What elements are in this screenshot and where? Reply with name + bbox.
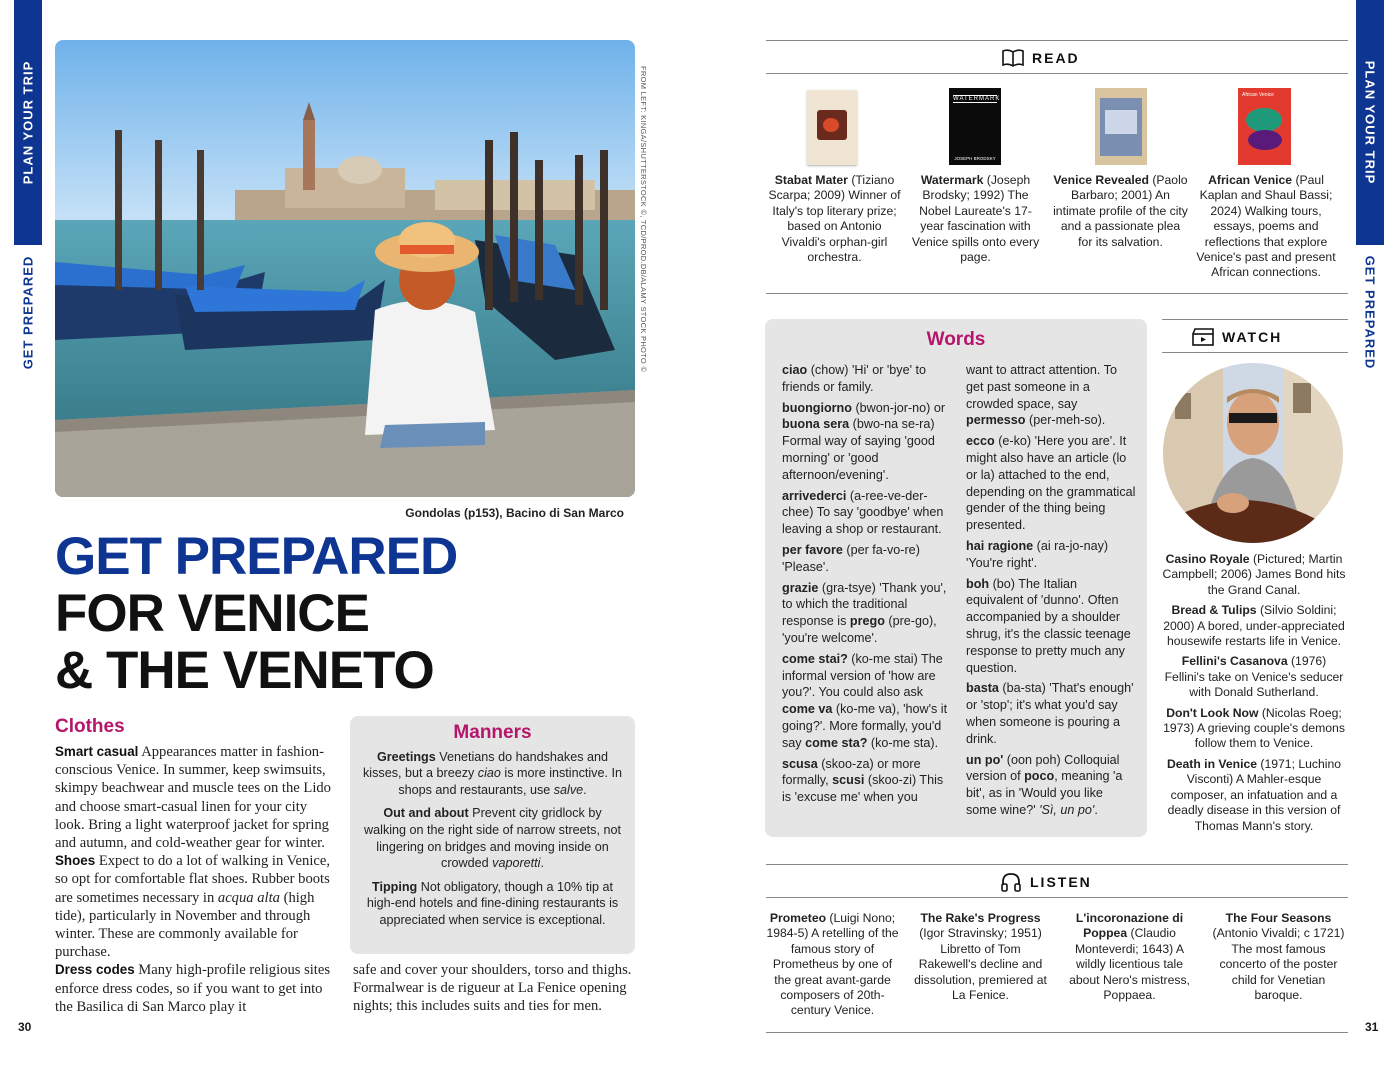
clapperboard-icon	[1192, 328, 1214, 346]
word-ecco: ecco (e-ko) 'Here you are'. It might also have an article (lo or la) attached to the end, depending on the grammatical gender of the thing being presented.	[966, 434, 1136, 533]
word-scusa: scusa (skoo-za) or more formally, scusi (skoo-zi) This is 'excuse me' when you	[782, 756, 944, 805]
side-tab-get-prepared-left	[14, 250, 42, 375]
watch-top-rule	[1162, 319, 1348, 320]
casino-royale-portrait	[1163, 363, 1343, 543]
listen-heading-rule	[766, 897, 1348, 898]
film-fellinis-casanova: Fellini's Casanova (1976) Fellini's take on Venice's seducer with Donald Sutherland.	[1164, 654, 1344, 700]
side-tab-plan-your-trip-right	[1356, 0, 1384, 245]
read-bottom-rule	[766, 293, 1348, 294]
film-death-in-venice: Death in Venice (1971; Luchino Visconti) A Mahler-esque composer, an infatuation and a deadly disease in this version of Thomas Mann's story.	[1166, 756, 1342, 833]
photo-caption: Gondolas (p153), Bacino di San Marco	[405, 506, 624, 520]
shoes-term: Shoes	[55, 853, 96, 869]
words-heading: Words	[926, 329, 986, 350]
headphones-icon	[1000, 872, 1022, 892]
film-dont-look-now: Don't Look Now (Nicolas Roeg; 1973) A grieving couple's demons follow them to Venice.	[1163, 705, 1345, 751]
read-heading-rule	[766, 73, 1348, 74]
word-ciao: ciao (chow) 'Hi' or 'bye' to friends or family.	[782, 363, 927, 394]
film-casino-royale: Casino Royale (Pictured; Martin Campbell; 2006) James Bond hits the Grand Canal.	[1162, 552, 1346, 597]
hero-photo-gondolas	[55, 40, 635, 497]
music-rakes-progress: The Rake's Progress (Igor Stravinsky; 1951) Libretto of Tom Rakewell's decline and dissolution, premiered at La Fenice.	[914, 911, 1047, 1003]
word-un-po: un po' (oon poh) Colloquial version of poco, meaning 'a bit', as in 'Would you like some wine?' 'Sì, un po'.	[966, 752, 1123, 817]
words-column-2	[966, 362, 1136, 823]
clothes-heading: Clothes	[55, 716, 125, 737]
music-four-seasons: The Four Seasons (Antonio Vivaldi; c 1721) The most famous concerto of the poster child for Venetian baroque.	[1212, 911, 1345, 1003]
book-venice-revealed: Venice Revealed (Paolo Barbaro; 2001) An intimate profile of the city and a passionate plea for its salvation.	[1053, 173, 1188, 249]
read-heading: READ	[996, 47, 1086, 69]
manners-box	[350, 716, 635, 954]
manners-tipping: Tipping Not obligatory, though a 10% tip at high-end hotels and fine-dining restaurants is appreciated when service is exceptional.	[366, 879, 619, 927]
book-icon	[1002, 49, 1024, 67]
watch-list	[1160, 552, 1348, 839]
clothes-text: Smart casual Appearances matter in fashion-conscious Venice. In summer, keep swimsuits, skimpy beachwear and muscle tees on the Lido and choose smart-casual linen for your city look. Bring a light waterproof jacket for spring and autumn, and cold-weather gear for winter. Shoes Expect to do a lot of walking in Venice, so opt for comfortable flat shoes. Rubber boots are sometimes necessary in acqua alta (high tide), particularly in November and through winter. These are commonly available for purchase. Dress codes Many high-profile religious sites enforce dress codes, so if you want to get into the Basilica di San Marco play it	[55, 744, 331, 1015]
smart-casual-term: Smart casual	[55, 744, 139, 759]
film-bread-and-tulips: Bread & Tulips (Silvio Soldini; 2000) A bored, under-appreciated housewife restarts life in Venice.	[1163, 603, 1345, 649]
listen-bottom-rule	[766, 1032, 1348, 1033]
manners-greetings: Greetings Venetians do handshakes and kisses, but a breezy ciao is more instinctive. In shops and restaurants, use salve.	[363, 749, 622, 797]
words-box	[765, 319, 1147, 837]
side-tab-label: PLAN YOUR TRIP	[1362, 60, 1378, 185]
book-stabat-mater: Stabat Mater (Tiziano Scarpa; 2009) Winner of Italy's top literary prize; based on Antonio Vivaldi's orphan-girl orchestra.	[768, 173, 901, 265]
watch-heading-rule	[1162, 352, 1348, 353]
page-number-right: 31	[1365, 1020, 1379, 1034]
side-tab-label: PLAN YOUR TRIP	[20, 60, 36, 185]
book-cover-venice-revealed	[1095, 88, 1147, 165]
word-basta: basta (ba-sta) 'That's enough' or 'stop'; it's what you'd say when someone is pouring a drink.	[966, 681, 1134, 746]
music-incoronazione-di-poppea: L'incoronazione di Poppea (Claudio Monteverdi; 1643) A wildly licentious tale about Nero's mistress, Poppaea.	[1069, 911, 1190, 1003]
book-cover-stabat-mater	[807, 90, 857, 165]
words-column-1	[782, 362, 952, 810]
book-cover-african-venice: African Venice	[1238, 88, 1291, 165]
word-per-favore: per favore (per fa-vo-re) 'Please'.	[782, 542, 920, 574]
side-tab-get-prepared-right	[1356, 250, 1384, 375]
listen-top-rule	[766, 864, 1348, 865]
word-arrivederci: arrivederci (a-ree-ve-der-chee) To say 'goodbye' when leaving a shop or restaurant.	[782, 488, 944, 537]
title-line-3: & THE VENETO	[55, 641, 434, 700]
book-watermark: Watermark (Joseph Brodsky; 1992) The Nobel Laureate's 17-year fascination with Venice spills onto every page.	[911, 173, 1040, 265]
watch-heading: WATCH	[1186, 326, 1288, 348]
word-come-stai: come stai? (ko-me stai) The informal version of 'how are you?'. You could also ask come va (ko-me va), 'how's it going?'. More formally, you'd say come sta? (ko-me sta).	[782, 651, 948, 750]
word-grazie: grazie (gra-tsye) 'Thank you', to which the traditional response is prego (pre-go), 'you're welcome'.	[782, 580, 947, 645]
book-cover-watermark: WATERMARK JOSEPH BRODSKY	[949, 88, 1001, 165]
side-tab-label: GET PREPARED	[1362, 255, 1378, 370]
word-boh: boh (bo) The Italian equivalent of 'dunno'. Often accompanied by a shoulder shrug, it's the classic teenage response to pretty much any question.	[966, 576, 1131, 675]
word-permesso: want to attract attention. To get past someone in a crowded space, say permesso (per-meh-so).	[966, 363, 1117, 428]
page-title	[55, 528, 615, 699]
side-tab-label: GET PREPARED	[20, 255, 36, 370]
manners-out-and-about: Out and about Prevent city gridlock by walking on the right side of narrow streets, not lingering on bridges and moving inside on crowded vaporetti.	[364, 806, 621, 871]
dress-codes-term: Dress codes	[55, 962, 135, 978]
music-prometeo: Prometeo (Luigi Nono; 1984-5) A retelling of the famous story of Prometheus by one of the great avant-garde composers of 20th-century Venice.	[766, 911, 899, 1018]
title-line-2: FOR VENICE	[55, 584, 369, 643]
read-top-rule	[766, 40, 1348, 41]
listen-heading: LISTEN	[994, 871, 1098, 893]
book-african-venice: African Venice (Paul Kaplan and Shaul Bassi; 2024) Walking tours, essays, poems and reflections that explore Venice's past and present African connections.	[1196, 173, 1336, 280]
photo-credit: FROM LEFT: KINGA/SHUTTERSTOCK ©, TCD/PROD.DB/ALAMY STOCK PHOTO ©	[639, 66, 648, 373]
word-hai-ragione: hai ragione (ai ra-jo-nay) 'You're right'.	[966, 538, 1109, 570]
title-line-1: GET PREPARED	[55, 527, 458, 586]
clothes-text-continued: safe and cover your shoulders, torso and thighs. Formalwear is de rigueur at La Fenice opening nights; this includes suits and ties for men.	[353, 962, 632, 1015]
manners-heading: Manners	[453, 722, 532, 743]
page-number-left: 30	[18, 1020, 32, 1034]
side-tab-plan-your-trip-left	[14, 0, 42, 245]
word-buongiorno: buongiorno (bwon-jor-no) or buona sera (bwo-na se-ra) Formal way of saying 'good morning' or 'good afternoon/evening'.	[782, 400, 946, 482]
